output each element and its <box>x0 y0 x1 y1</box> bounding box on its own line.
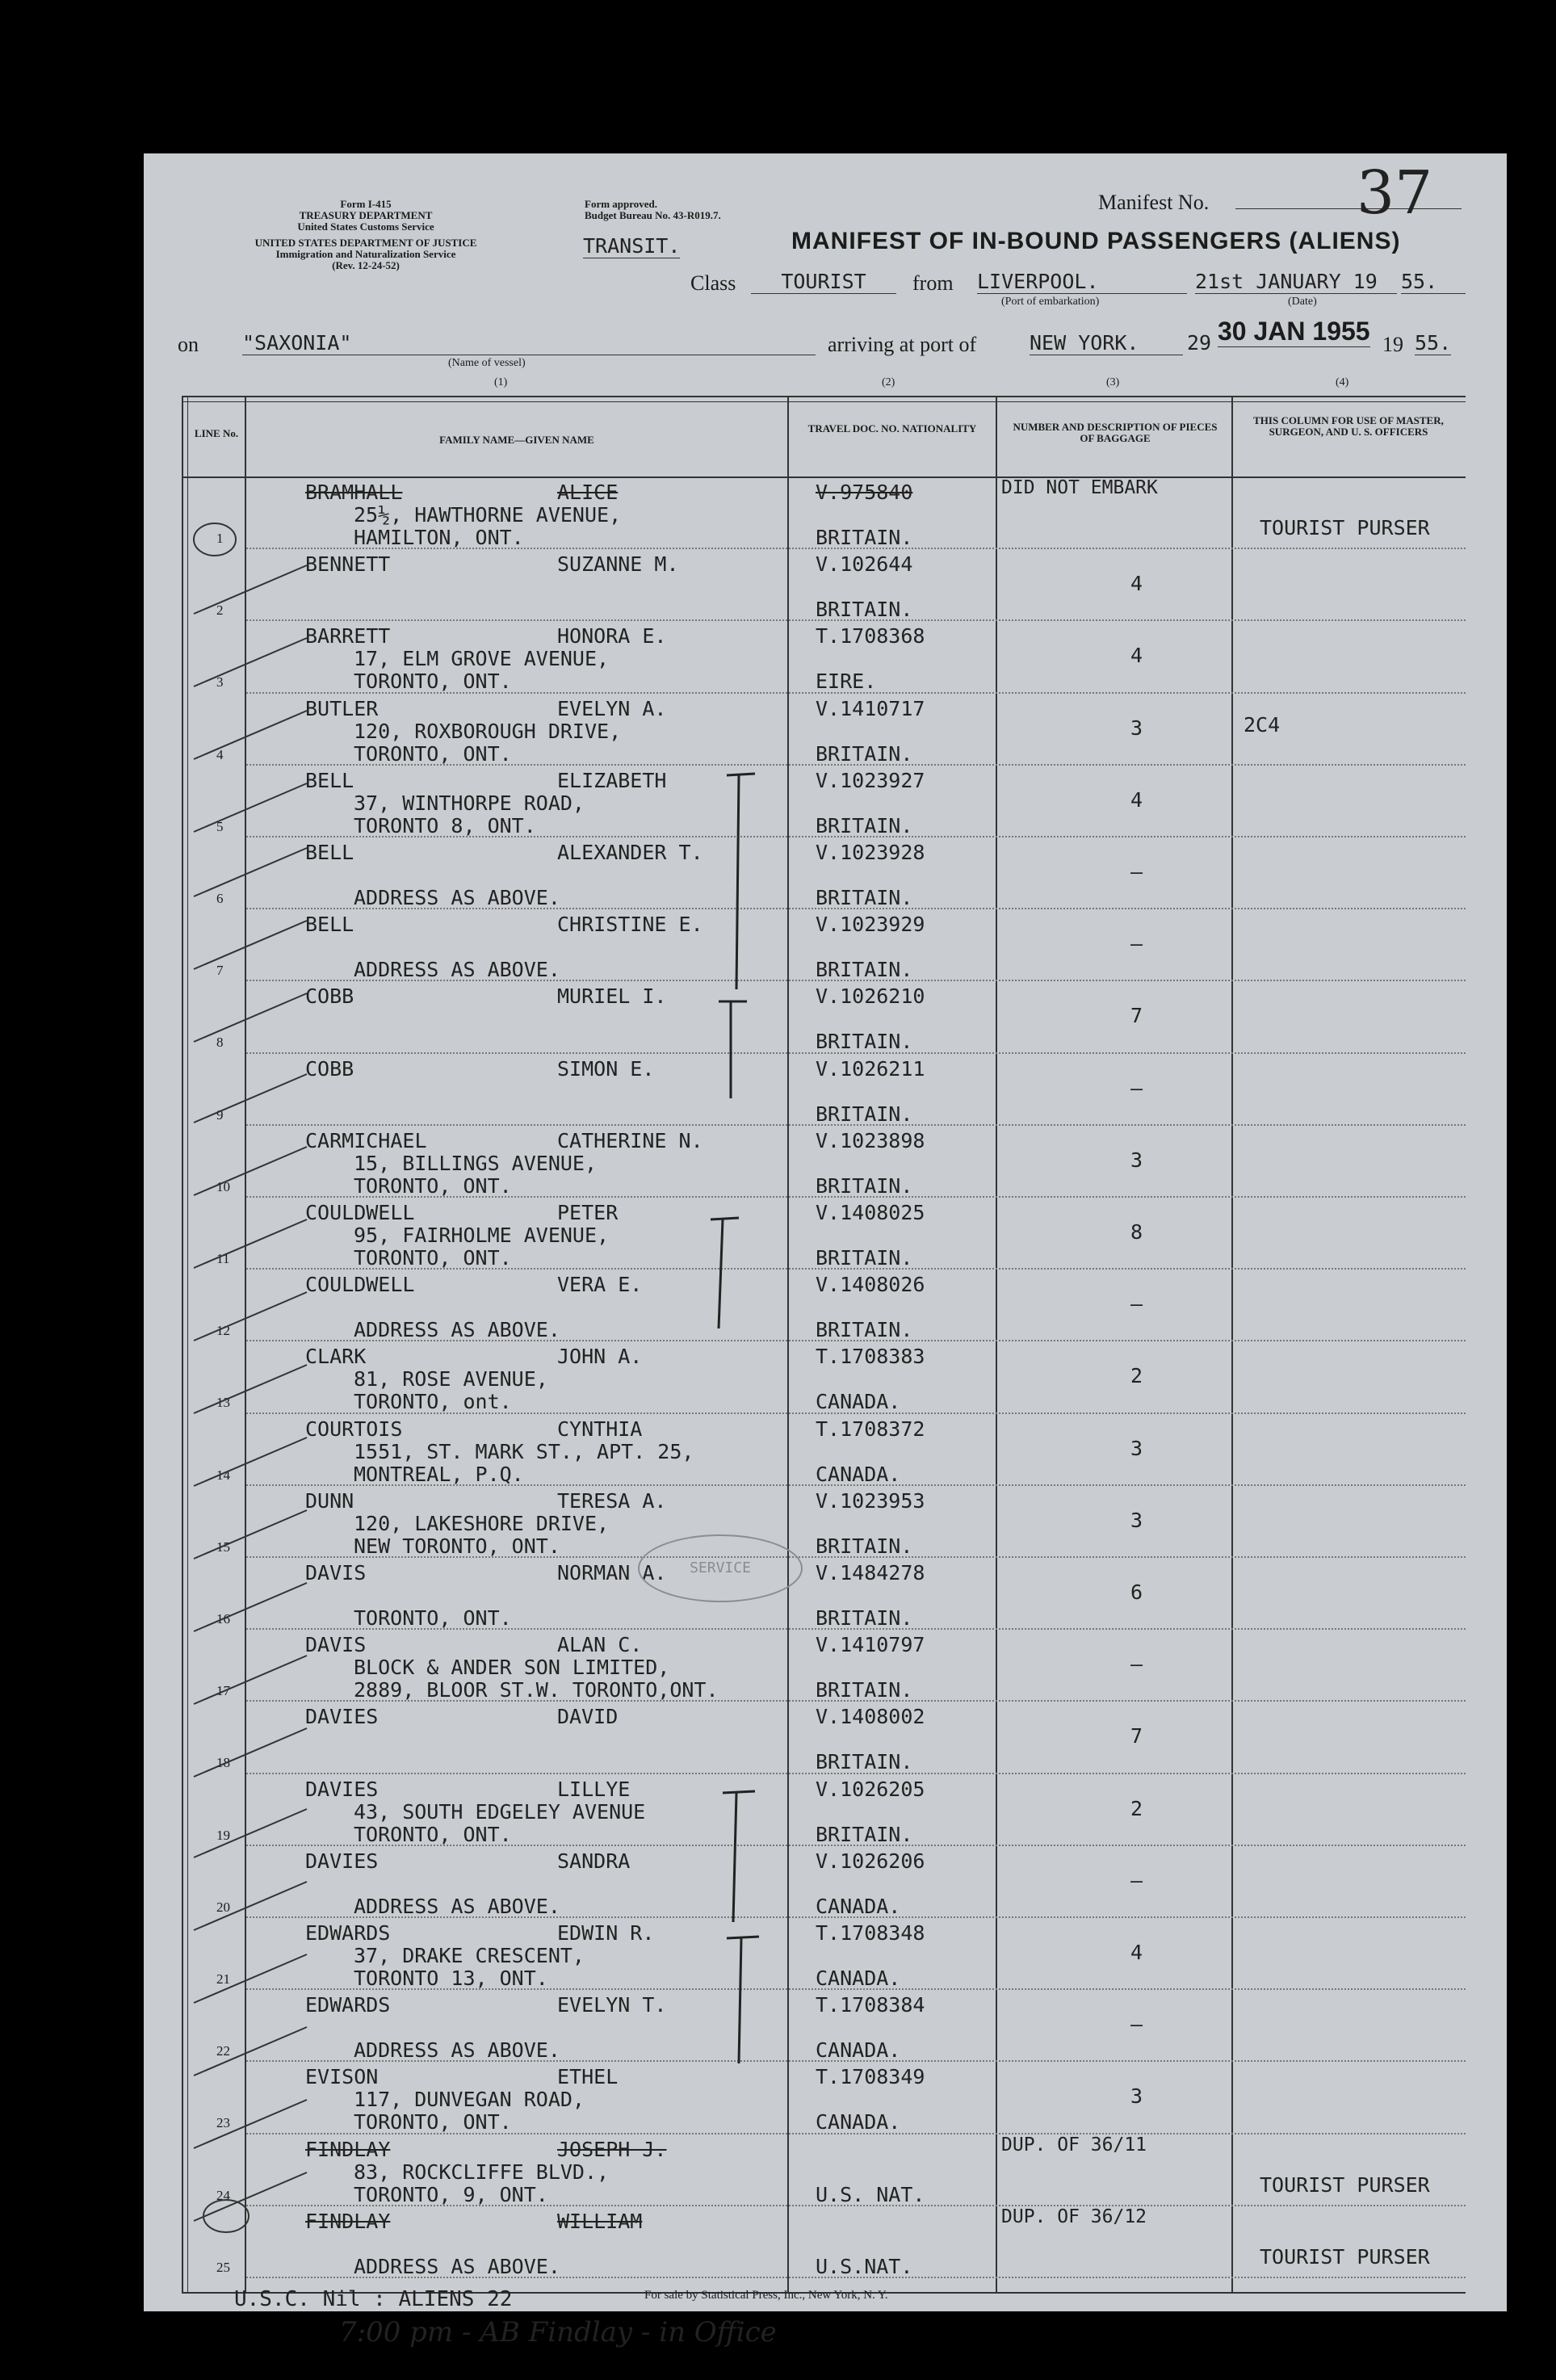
line-number: 17 <box>216 1683 230 1699</box>
travel-doc-no: V.1026211 <box>816 1056 925 1081</box>
passenger-address-1: 83, ROCKCLIFFE BLVD., <box>354 2160 610 2184</box>
nationality: EIRE. <box>816 670 877 694</box>
passenger-address-2: 2889, BLOOR ST.W. TORONTO,ONT. <box>354 1678 719 1702</box>
travel-doc-no: V.1484278 <box>816 1561 925 1585</box>
passenger-address-1: 37, WINTHORPE ROAD, <box>354 791 585 815</box>
passenger-address-2: ADDRESS AS ABOVE. <box>354 2038 560 2063</box>
baggage-count: 3 <box>1130 716 1143 740</box>
passenger-address-2: TORONTO, ONT. <box>354 1246 512 1270</box>
stamp-text: SERVICE <box>690 1559 751 1576</box>
passenger-address-2: TORONTO, ONT. <box>354 670 512 694</box>
baggage-count: – <box>1130 1652 1143 1677</box>
travel-doc-no: V.1023927 <box>816 768 925 792</box>
col-num-3: (3) <box>1106 376 1120 388</box>
form-approved: Form approved. <box>585 198 658 210</box>
nationality: CANADA. <box>816 1462 901 1486</box>
travel-doc-no: V.1023928 <box>816 841 925 864</box>
travel-doc-no: V.1026206 <box>816 1849 925 1873</box>
nationality: BRITAIN. <box>816 958 913 982</box>
passenger-given-name: CYNTHIA <box>557 1417 643 1441</box>
line-number: 23 <box>216 2115 230 2131</box>
nationality: CANADA. <box>816 1967 901 1990</box>
nationality: BRITAIN. <box>816 1606 913 1630</box>
travel-doc-no: V.102644 <box>816 552 913 577</box>
line-number: 1 <box>216 531 224 546</box>
travel-doc-no: T.1708372 <box>816 1417 925 1441</box>
justice-dept: UNITED STATES DEPARTMENT OF JUSTICE <box>254 237 477 249</box>
port-of-embarkation: LIVERPOOL. <box>977 270 1187 294</box>
baggage-count: – <box>1130 1868 1143 1892</box>
embark-date: 21st JANUARY 19 <box>1195 270 1397 294</box>
passenger-address-1: 1551, ST. MARK ST., APT. 25, <box>354 1439 694 1463</box>
passenger-given-name: SANDRA <box>557 1849 631 1873</box>
baggage-count: 3 <box>1130 1148 1143 1172</box>
line-number: 10 <box>216 1178 230 1194</box>
travel-doc-no: V.1410717 <box>816 696 925 720</box>
nationality: U.S. NAT. <box>816 2182 925 2206</box>
col-header-officers: THIS COLUMN FOR USE OF MASTER, SURGEON, AND U. S. OFFICERS <box>1253 414 1444 438</box>
passenger-given-name: JOSEPH J. <box>557 2137 667 2161</box>
passenger-address-2: TORONTO, ONT. <box>354 2110 512 2134</box>
baggage-count: – <box>1130 1292 1143 1316</box>
col-header-travel-doc: TRAVEL DOC. NO. NATIONALITY <box>807 422 977 434</box>
travel-doc-no: V.1408026 <box>816 1273 925 1297</box>
passenger-family-name: COULDWELL <box>305 1201 415 1224</box>
passenger-given-name: MURIEL I. <box>557 984 667 1009</box>
passenger-given-name: JOHN A. <box>557 1345 643 1369</box>
passenger-family-name: CARMICHAEL <box>305 1128 427 1152</box>
form-number: Form I-415 <box>340 198 392 210</box>
line-number: 2 <box>216 602 224 619</box>
class-label: Class <box>690 271 736 295</box>
handwritten-note: 7:00 pm - AB Findlay - in Office <box>339 2316 777 2349</box>
passenger-given-name: ALEXANDER T. <box>557 841 703 864</box>
passenger-address-2: MONTREAL, P.Q. <box>354 1462 524 1486</box>
arriving-label: arriving at port of <box>828 333 977 356</box>
footer-alien-summary: U.S.C. Nil : ALIENS 22 <box>234 2287 513 2311</box>
transit-label: TRANSIT. <box>583 234 681 258</box>
passenger-family-name: DAVIES <box>305 1705 379 1729</box>
nationality: CANADA. <box>816 1390 901 1414</box>
baggage-count: DID NOT EMBARK <box>1001 477 1158 498</box>
passenger-family-name: EVISON <box>305 2065 379 2089</box>
passenger-given-name: EVELYN T. <box>557 1993 667 2017</box>
passenger-address-2: ADDRESS AS ABOVE. <box>354 2254 560 2278</box>
passenger-family-name: FINDLAY <box>305 2137 391 2161</box>
baggage-count: – <box>1130 2013 1143 2037</box>
vessel-caption: (Name of vessel) <box>448 357 526 369</box>
manifest-no-label: Manifest No. <box>1098 191 1210 214</box>
passenger-family-name: DAVIES <box>305 1849 379 1873</box>
passenger-given-name: VERA E. <box>557 1273 643 1297</box>
baggage-count: 2 <box>1130 1364 1143 1388</box>
passenger-address-1: 17, ELM GROVE AVENUE, <box>354 647 610 671</box>
passenger-address-2: TORONTO, 9, ONT. <box>354 2182 548 2206</box>
line-number: 12 <box>216 1323 230 1339</box>
passenger-family-name: COBB <box>305 984 354 1009</box>
passenger-given-name: ALAN C. <box>557 1633 643 1657</box>
passenger-address-1: 95, FAIRHOLME AVENUE, <box>354 1224 610 1247</box>
passenger-family-name: DAVIES <box>305 1777 379 1801</box>
passenger-given-name: TERESA A. <box>557 1488 667 1513</box>
nationality: BRITAIN. <box>816 741 913 766</box>
passenger-given-name: SUZANNE M. <box>557 552 679 577</box>
passenger-address-2: ADDRESS AS ABOVE. <box>354 1894 560 1918</box>
line-number: 9 <box>216 1106 224 1123</box>
line-number: 25 <box>216 2259 230 2275</box>
passenger-address-2: NEW TORONTO, ONT. <box>354 1534 560 1558</box>
travel-doc-no: V.1026205 <box>816 1777 925 1801</box>
passenger-family-name: FINDLAY <box>305 2209 391 2233</box>
printer-credit: For sale by Statistical Press, Inc., New York, N. Y. <box>644 2289 888 2302</box>
nationality: BRITAIN. <box>816 886 913 909</box>
line-number: 5 <box>216 818 224 834</box>
travel-doc-no: T.1708349 <box>816 2065 925 2089</box>
baggage-count: 4 <box>1130 644 1143 668</box>
passenger-family-name: BARRETT <box>305 624 391 649</box>
passenger-given-name: PETER <box>557 1201 619 1224</box>
passenger-given-name: CATHERINE N. <box>557 1128 703 1152</box>
travel-doc-no: T.1708348 <box>816 1921 925 1945</box>
line-number: 21 <box>216 1971 230 1987</box>
travel-doc-no: V.1023898 <box>816 1128 925 1152</box>
passenger-address-1: 81, ROSE AVENUE, <box>354 1367 548 1391</box>
line-number: 3 <box>216 674 224 690</box>
passenger-family-name: CLARK <box>305 1345 367 1369</box>
class-value: TOURIST <box>751 270 896 294</box>
officer-note: TOURIST PURSER <box>1260 2172 1430 2197</box>
officer-note: 2C4 <box>1244 712 1281 737</box>
col-header-name: FAMILY NAME—GIVEN NAME <box>439 434 594 446</box>
baggage-count: 6 <box>1130 1580 1143 1604</box>
embark-year: 55. <box>1401 270 1466 294</box>
passenger-given-name: LILLYE <box>557 1777 631 1801</box>
travel-doc-no: V.1023929 <box>816 913 925 937</box>
baggage-count: – <box>1130 932 1143 956</box>
nationality: BRITAIN. <box>816 1173 913 1198</box>
line-number: 20 <box>216 1899 230 1915</box>
nationality: BRITAIN. <box>816 1822 913 1846</box>
col-header-baggage: NUMBER AND DESCRIPTION OF PIECES OF BAGGAGE <box>1013 421 1218 444</box>
baggage-count: 7 <box>1130 1004 1143 1028</box>
baggage-count: 4 <box>1130 787 1143 812</box>
passenger-address-2: TORONTO, ONT. <box>354 1173 512 1198</box>
line-number: 7 <box>216 963 224 979</box>
passenger-address-1: 15, BILLINGS AVENUE, <box>354 1151 598 1175</box>
passenger-address-2: TORONTO, ont. <box>354 1390 512 1414</box>
passenger-address-2: ADDRESS AS ABOVE. <box>354 958 560 982</box>
passenger-address-2: ADDRESS AS ABOVE. <box>354 886 560 909</box>
passenger-given-name: HONORA E. <box>557 624 667 649</box>
nationality: BRITAIN. <box>816 813 913 837</box>
manifest-number: 37 <box>1357 158 1433 228</box>
passenger-family-name: EDWARDS <box>305 1993 391 2017</box>
line-number: 15 <box>216 1538 230 1555</box>
passenger-address-1: 120, ROXBOROUGH DRIVE, <box>354 719 622 743</box>
col-num-2: (2) <box>882 376 895 388</box>
line-number: 16 <box>216 1611 230 1627</box>
date-caption: (Date) <box>1288 296 1317 308</box>
bracket-bell <box>736 775 739 989</box>
baggage-count: – <box>1130 860 1143 884</box>
passenger-given-name: EVELYN A. <box>557 696 667 720</box>
col-header-line-no: LINE No. <box>194 427 239 439</box>
nationality: CANADA. <box>816 2038 901 2063</box>
line-number: 19 <box>216 1827 230 1843</box>
travel-doc-no: V.1023953 <box>816 1488 925 1513</box>
passenger-given-name: NORMAN A. <box>557 1561 667 1585</box>
passenger-given-name: CHRISTINE E. <box>557 913 703 937</box>
baggage-count: DUP. OF 36/12 <box>1001 2206 1147 2227</box>
manifest-title: MANIFEST OF IN-BOUND PASSENGERS (ALIENS) <box>791 228 1401 254</box>
passenger-address-1: 120, LAKESHORE DRIVE, <box>354 1511 610 1535</box>
nationality: U.S.NAT. <box>816 2254 913 2278</box>
passenger-address-2: HAMILTON, ONT. <box>354 526 524 549</box>
nationality: BRITAIN. <box>816 1750 913 1774</box>
line-number: 6 <box>216 891 224 906</box>
port-caption: (Port of embarkation) <box>1001 296 1100 308</box>
passenger-address-1: 43, SOUTH EDGELEY AVENUE <box>354 1799 646 1824</box>
passenger-family-name: DUNN <box>305 1488 354 1513</box>
nationality: CANADA. <box>816 2110 901 2134</box>
baggage-count: – <box>1130 1076 1143 1100</box>
travel-doc-no: T.1708368 <box>816 624 925 649</box>
line-number: 11 <box>216 1251 230 1266</box>
baggage-count: 4 <box>1130 1941 1143 1964</box>
vessel-name: "SAXONIA" <box>242 331 816 355</box>
col-num-1: (1) <box>494 376 508 388</box>
passenger-family-name: BELL <box>305 768 354 792</box>
passenger-family-name: BELL <box>305 841 354 864</box>
passenger-address-2: TORONTO, ONT. <box>354 741 512 766</box>
passenger-address-2: TORONTO, ONT. <box>354 1606 512 1630</box>
ins-service: Immigration and Naturalization Service <box>275 248 456 260</box>
baggage-count: DUP. OF 36/11 <box>1001 2134 1147 2155</box>
passenger-family-name: BELL <box>305 913 354 937</box>
nationality: BRITAIN. <box>816 1318 913 1342</box>
customs-service: United States Customs Service <box>297 220 434 233</box>
line-number: 24 <box>216 2187 230 2203</box>
travel-doc-no: V.1408002 <box>816 1705 925 1729</box>
line-number: 22 <box>216 2043 230 2059</box>
passenger-address-2: TORONTO 13, ONT. <box>354 1967 548 1990</box>
passenger-family-name: BRAMHALL <box>305 481 403 504</box>
nationality: BRITAIN. <box>816 1678 913 1702</box>
passenger-address-2: TORONTO, ONT. <box>354 1822 512 1846</box>
travel-doc-no: V.975840 <box>816 481 913 504</box>
baggage-count: 3 <box>1130 1436 1143 1460</box>
arrival-date-stamp: 30 JAN 1955 <box>1218 317 1370 346</box>
travel-doc-no: T.1708384 <box>816 1993 925 2017</box>
passenger-given-name: DAVID <box>557 1705 619 1729</box>
travel-doc-no: T.1708383 <box>816 1345 925 1369</box>
line-number: 14 <box>216 1467 230 1483</box>
travel-doc-no: V.1026210 <box>816 984 925 1009</box>
line-number: 18 <box>216 1755 230 1771</box>
baggage-count: 4 <box>1130 572 1143 596</box>
passenger-address-2: ADDRESS AS ABOVE. <box>354 1318 560 1342</box>
passenger-family-name: COULDWELL <box>305 1273 415 1297</box>
passenger-family-name: BENNETT <box>305 552 391 577</box>
faint-stamp <box>638 1534 803 1602</box>
passenger-family-name: COURTOIS <box>305 1417 403 1441</box>
travel-doc-no: V.1410797 <box>816 1633 925 1657</box>
nationality: BRITAIN. <box>816 1246 913 1270</box>
arrival-year-prefix: 19 <box>1382 333 1403 356</box>
form-revision: (Rev. 12-24-52) <box>332 259 400 271</box>
passenger-given-name: SIMON E. <box>557 1056 655 1081</box>
baggage-count: 3 <box>1130 1508 1143 1532</box>
passenger-given-name: ELIZABETH <box>557 768 667 792</box>
passenger-family-name: BUTLER <box>305 696 379 720</box>
arrival-port: NEW YORK. <box>1030 331 1183 355</box>
baggage-count: 7 <box>1130 1724 1143 1748</box>
from-label: from <box>912 271 954 295</box>
line-number: 4 <box>216 746 224 762</box>
travel-doc-no: V.1408025 <box>816 1201 925 1224</box>
passenger-address-2: TORONTO 8, ONT. <box>354 813 536 837</box>
passenger-given-name: ALICE <box>557 481 619 504</box>
nationality: BRITAIN. <box>816 1030 913 1054</box>
budget-bureau: Budget Bureau No. 43-R019.7. <box>585 209 721 221</box>
passenger-given-name: ETHEL <box>557 2065 619 2089</box>
col-num-4: (4) <box>1336 376 1349 388</box>
passenger-address-1: 117, DUNVEGAN ROAD, <box>354 2088 585 2112</box>
passenger-given-name: EDWIN R. <box>557 1921 655 1945</box>
on-label: on <box>178 333 199 356</box>
officer-note: TOURIST PURSER <box>1260 2244 1430 2269</box>
passenger-family-name: DAVIS <box>305 1633 367 1657</box>
passenger-given-name: WILLIAM <box>557 2209 643 2233</box>
treasury-dept: TREASURY DEPARTMENT <box>299 209 433 221</box>
nationality: BRITAIN. <box>816 1534 913 1558</box>
baggage-count: 3 <box>1130 2084 1143 2109</box>
passenger-family-name: DAVIS <box>305 1561 367 1585</box>
nationality: BRITAIN. <box>816 526 913 549</box>
nationality: CANADA. <box>816 1894 901 1918</box>
baggage-count: 8 <box>1130 1220 1143 1244</box>
passenger-address-1: 37, DRAKE CRESCENT, <box>354 1944 585 1967</box>
passenger-family-name: EDWARDS <box>305 1921 391 1945</box>
nationality: BRITAIN. <box>816 1102 913 1126</box>
arrival-year: 55. <box>1415 331 1452 355</box>
passenger-address-1: 25½, HAWTHORNE AVENUE, <box>354 503 622 527</box>
line-number: 13 <box>216 1395 230 1411</box>
passenger-family-name: COBB <box>305 1056 354 1081</box>
baggage-count: 2 <box>1130 1796 1143 1820</box>
arrival-date-typed: 29 <box>1187 331 1212 355</box>
line-number: 8 <box>216 1035 224 1051</box>
passenger-address-1: BLOCK & ANDER SON LIMITED, <box>354 1656 670 1680</box>
nationality: BRITAIN. <box>816 598 913 622</box>
officer-note: TOURIST PURSER <box>1260 516 1430 539</box>
